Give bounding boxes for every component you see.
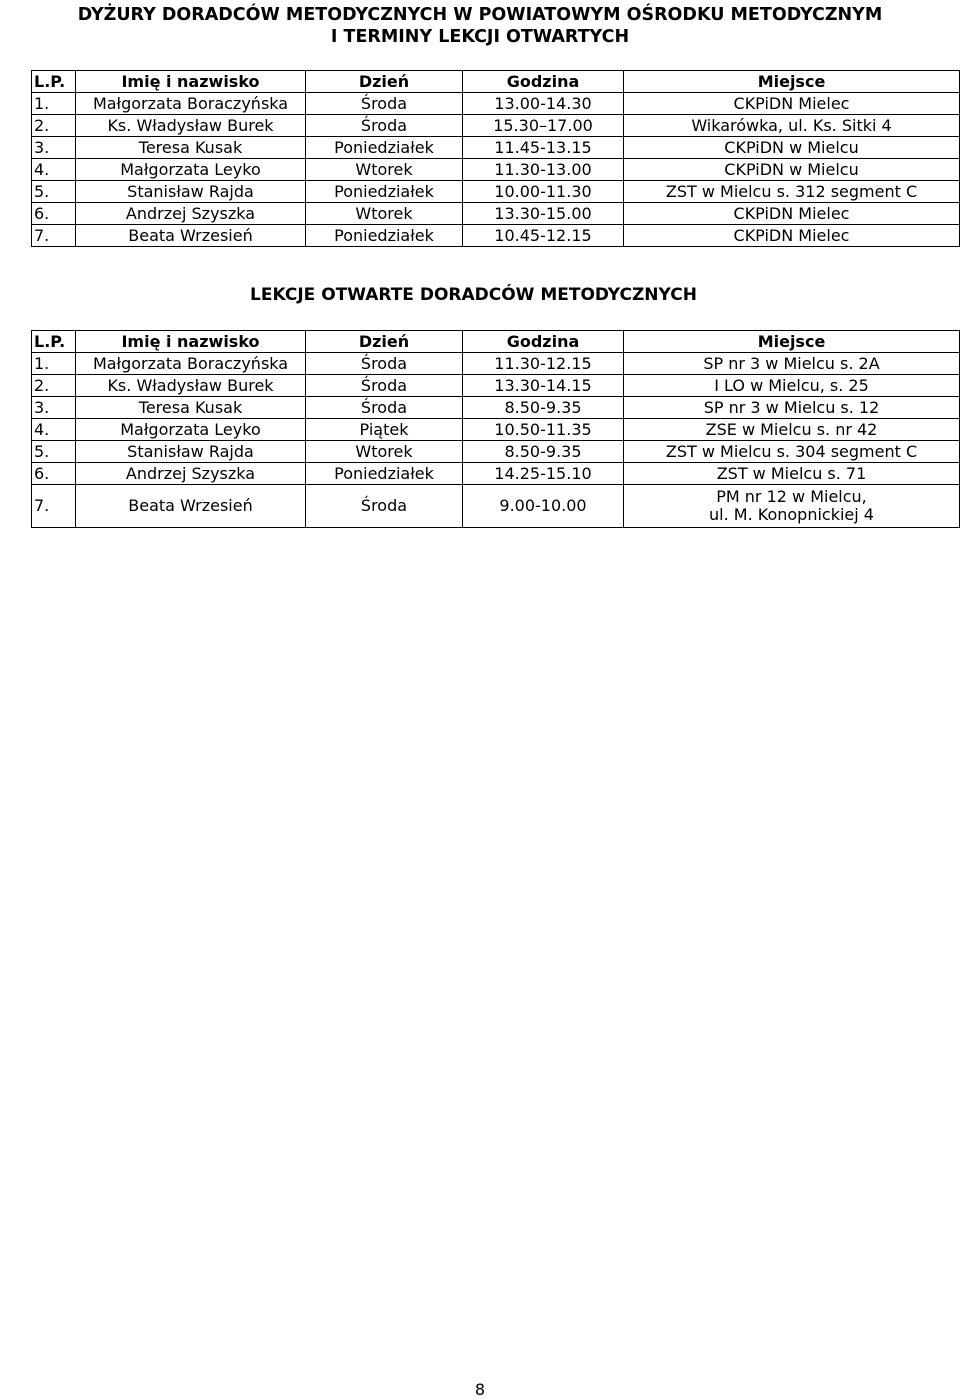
table-row [32, 485, 960, 528]
cell-place: SP nr 3 w Mielcu s. 12 [624, 397, 960, 419]
cell-lp: 7. [32, 485, 76, 528]
table-row [32, 225, 960, 247]
cell-time: 11.45-13.15 [463, 137, 624, 159]
cell-lp: 5. [32, 441, 76, 463]
cell-name: Beata Wrzesień [76, 225, 306, 247]
column-header-time: Godzina [463, 331, 624, 353]
cell-place: ZSE w Mielcu s. nr 42 [624, 419, 960, 441]
table-header-row [32, 71, 960, 93]
cell-time: 13.00-14.30 [463, 93, 624, 115]
section-heading-open-lessons [250, 285, 697, 305]
cell-lp: 1. [32, 93, 76, 115]
cell-place: SP nr 3 w Mielcu s. 2A [624, 353, 960, 375]
cell-time: 11.30-13.00 [463, 159, 624, 181]
cell-place: CKPiDN Mielec [624, 93, 960, 115]
cell-time: 8.50-9.35 [463, 441, 624, 463]
cell-day: Poniedziałek [306, 137, 463, 159]
page-title-line-2: I TERMINY LEKCJI OTWARTYCH [330, 27, 630, 47]
cell-place: CKPiDN Mielec [624, 203, 960, 225]
table-row [32, 159, 960, 181]
cell-name: Beata Wrzesień [76, 485, 306, 528]
cell-name: Ks. Władysław Burek [76, 115, 306, 137]
cell-place: I LO w Mielcu, s. 25 [624, 375, 960, 397]
table-header-row [32, 331, 960, 353]
cell-name: Małgorzata Boraczyńska [76, 353, 306, 375]
cell-day: Piątek [306, 419, 463, 441]
table-row [32, 203, 960, 225]
cell-time: 13.30-15.00 [463, 203, 624, 225]
cell-lp: 2. [32, 375, 76, 397]
cell-place: CKPiDN w Mielcu [624, 137, 960, 159]
cell-time: 14.25-15.10 [463, 463, 624, 485]
cell-lp: 6. [32, 203, 76, 225]
cell-name: Stanisław Rajda [76, 181, 306, 203]
column-header-name: Imię i nazwisko [76, 71, 306, 93]
column-header-name: Imię i nazwisko [76, 331, 306, 353]
open-lessons-table [31, 330, 960, 528]
page-title-line-1: DYŻURY DORADCÓW METODYCZNYCH W POWIATOWYM OŚRODKU METODYCZNYM [77, 5, 883, 25]
table-row [32, 441, 960, 463]
cell-day: Środa [306, 115, 463, 137]
cell-name: Ks. Władysław Burek [76, 375, 306, 397]
page-number: 8 [474, 1380, 486, 1399]
table-row [32, 93, 960, 115]
column-header-place: Miejsce [624, 331, 960, 353]
cell-place: CKPiDN Mielec [624, 225, 960, 247]
duty-hours-table-body [32, 71, 960, 247]
cell-day: Wtorek [306, 203, 463, 225]
cell-name: Teresa Kusak [76, 137, 306, 159]
cell-name: Małgorzata Boraczyńska [76, 93, 306, 115]
column-header-lp: L.P. [32, 71, 76, 93]
page-title [0, 4, 960, 48]
open-lessons-table-body [32, 331, 960, 528]
cell-time: 10.50-11.35 [463, 419, 624, 441]
cell-place: ZST w Mielcu s. 304 segment C [624, 441, 960, 463]
table-row [32, 375, 960, 397]
cell-time: 8.50-9.35 [463, 397, 624, 419]
cell-day: Środa [306, 397, 463, 419]
cell-lp: 5. [32, 181, 76, 203]
cell-lp: 3. [32, 397, 76, 419]
cell-day: Poniedziałek [306, 225, 463, 247]
cell-place: ZST w Mielcu s. 71 [624, 463, 960, 485]
cell-name: Małgorzata Leyko [76, 419, 306, 441]
cell-lp: 2. [32, 115, 76, 137]
column-header-time: Godzina [463, 71, 624, 93]
table-row [32, 353, 960, 375]
table-row [32, 137, 960, 159]
cell-place: CKPiDN w Mielcu [624, 159, 960, 181]
cell-lp: 6. [32, 463, 76, 485]
cell-lp: 7. [32, 225, 76, 247]
table-row [32, 419, 960, 441]
cell-day: Poniedziałek [306, 463, 463, 485]
column-header-lp: L.P. [32, 331, 76, 353]
cell-time: 11.30-12.15 [463, 353, 624, 375]
cell-time: 9.00-10.00 [463, 485, 624, 528]
column-header-day: Dzień [306, 331, 463, 353]
cell-name: Teresa Kusak [76, 397, 306, 419]
cell-day: Środa [306, 375, 463, 397]
cell-time: 15.30–17.00 [463, 115, 624, 137]
cell-time: 13.30-14.15 [463, 375, 624, 397]
section-heading-text: LEKCJE OTWARTE DORADCÓW METODYCZNYCH [250, 285, 697, 305]
cell-name: Stanisław Rajda [76, 441, 306, 463]
cell-lp: 3. [32, 137, 76, 159]
cell-day: Środa [306, 93, 463, 115]
cell-day: Poniedziałek [306, 181, 463, 203]
cell-day: Wtorek [306, 441, 463, 463]
cell-name: Małgorzata Leyko [76, 159, 306, 181]
cell-place: Wikarówka, ul. Ks. Sitki 4 [624, 115, 960, 137]
cell-lp: 1. [32, 353, 76, 375]
cell-lp: 4. [32, 159, 76, 181]
table-row [32, 115, 960, 137]
cell-place: ZST w Mielcu s. 312 segment C [624, 181, 960, 203]
cell-place [624, 485, 960, 528]
cell-time: 10.00-11.30 [463, 181, 624, 203]
cell-name: Andrzej Szyszka [76, 463, 306, 485]
table-row [32, 397, 960, 419]
duty-hours-table [31, 70, 960, 247]
cell-day: Środa [306, 353, 463, 375]
cell-lp: 4. [32, 419, 76, 441]
cell-place-line-1: PM nr 12 w Mielcu, [716, 487, 867, 506]
table-row [32, 463, 960, 485]
column-header-day: Dzień [306, 71, 463, 93]
cell-day: Wtorek [306, 159, 463, 181]
cell-day: Środa [306, 485, 463, 528]
cell-place-line-2: ul. M. Konopnickiej 4 [709, 505, 874, 524]
cell-time: 10.45-12.15 [463, 225, 624, 247]
column-header-place: Miejsce [624, 71, 960, 93]
cell-name: Andrzej Szyszka [76, 203, 306, 225]
table-row [32, 181, 960, 203]
